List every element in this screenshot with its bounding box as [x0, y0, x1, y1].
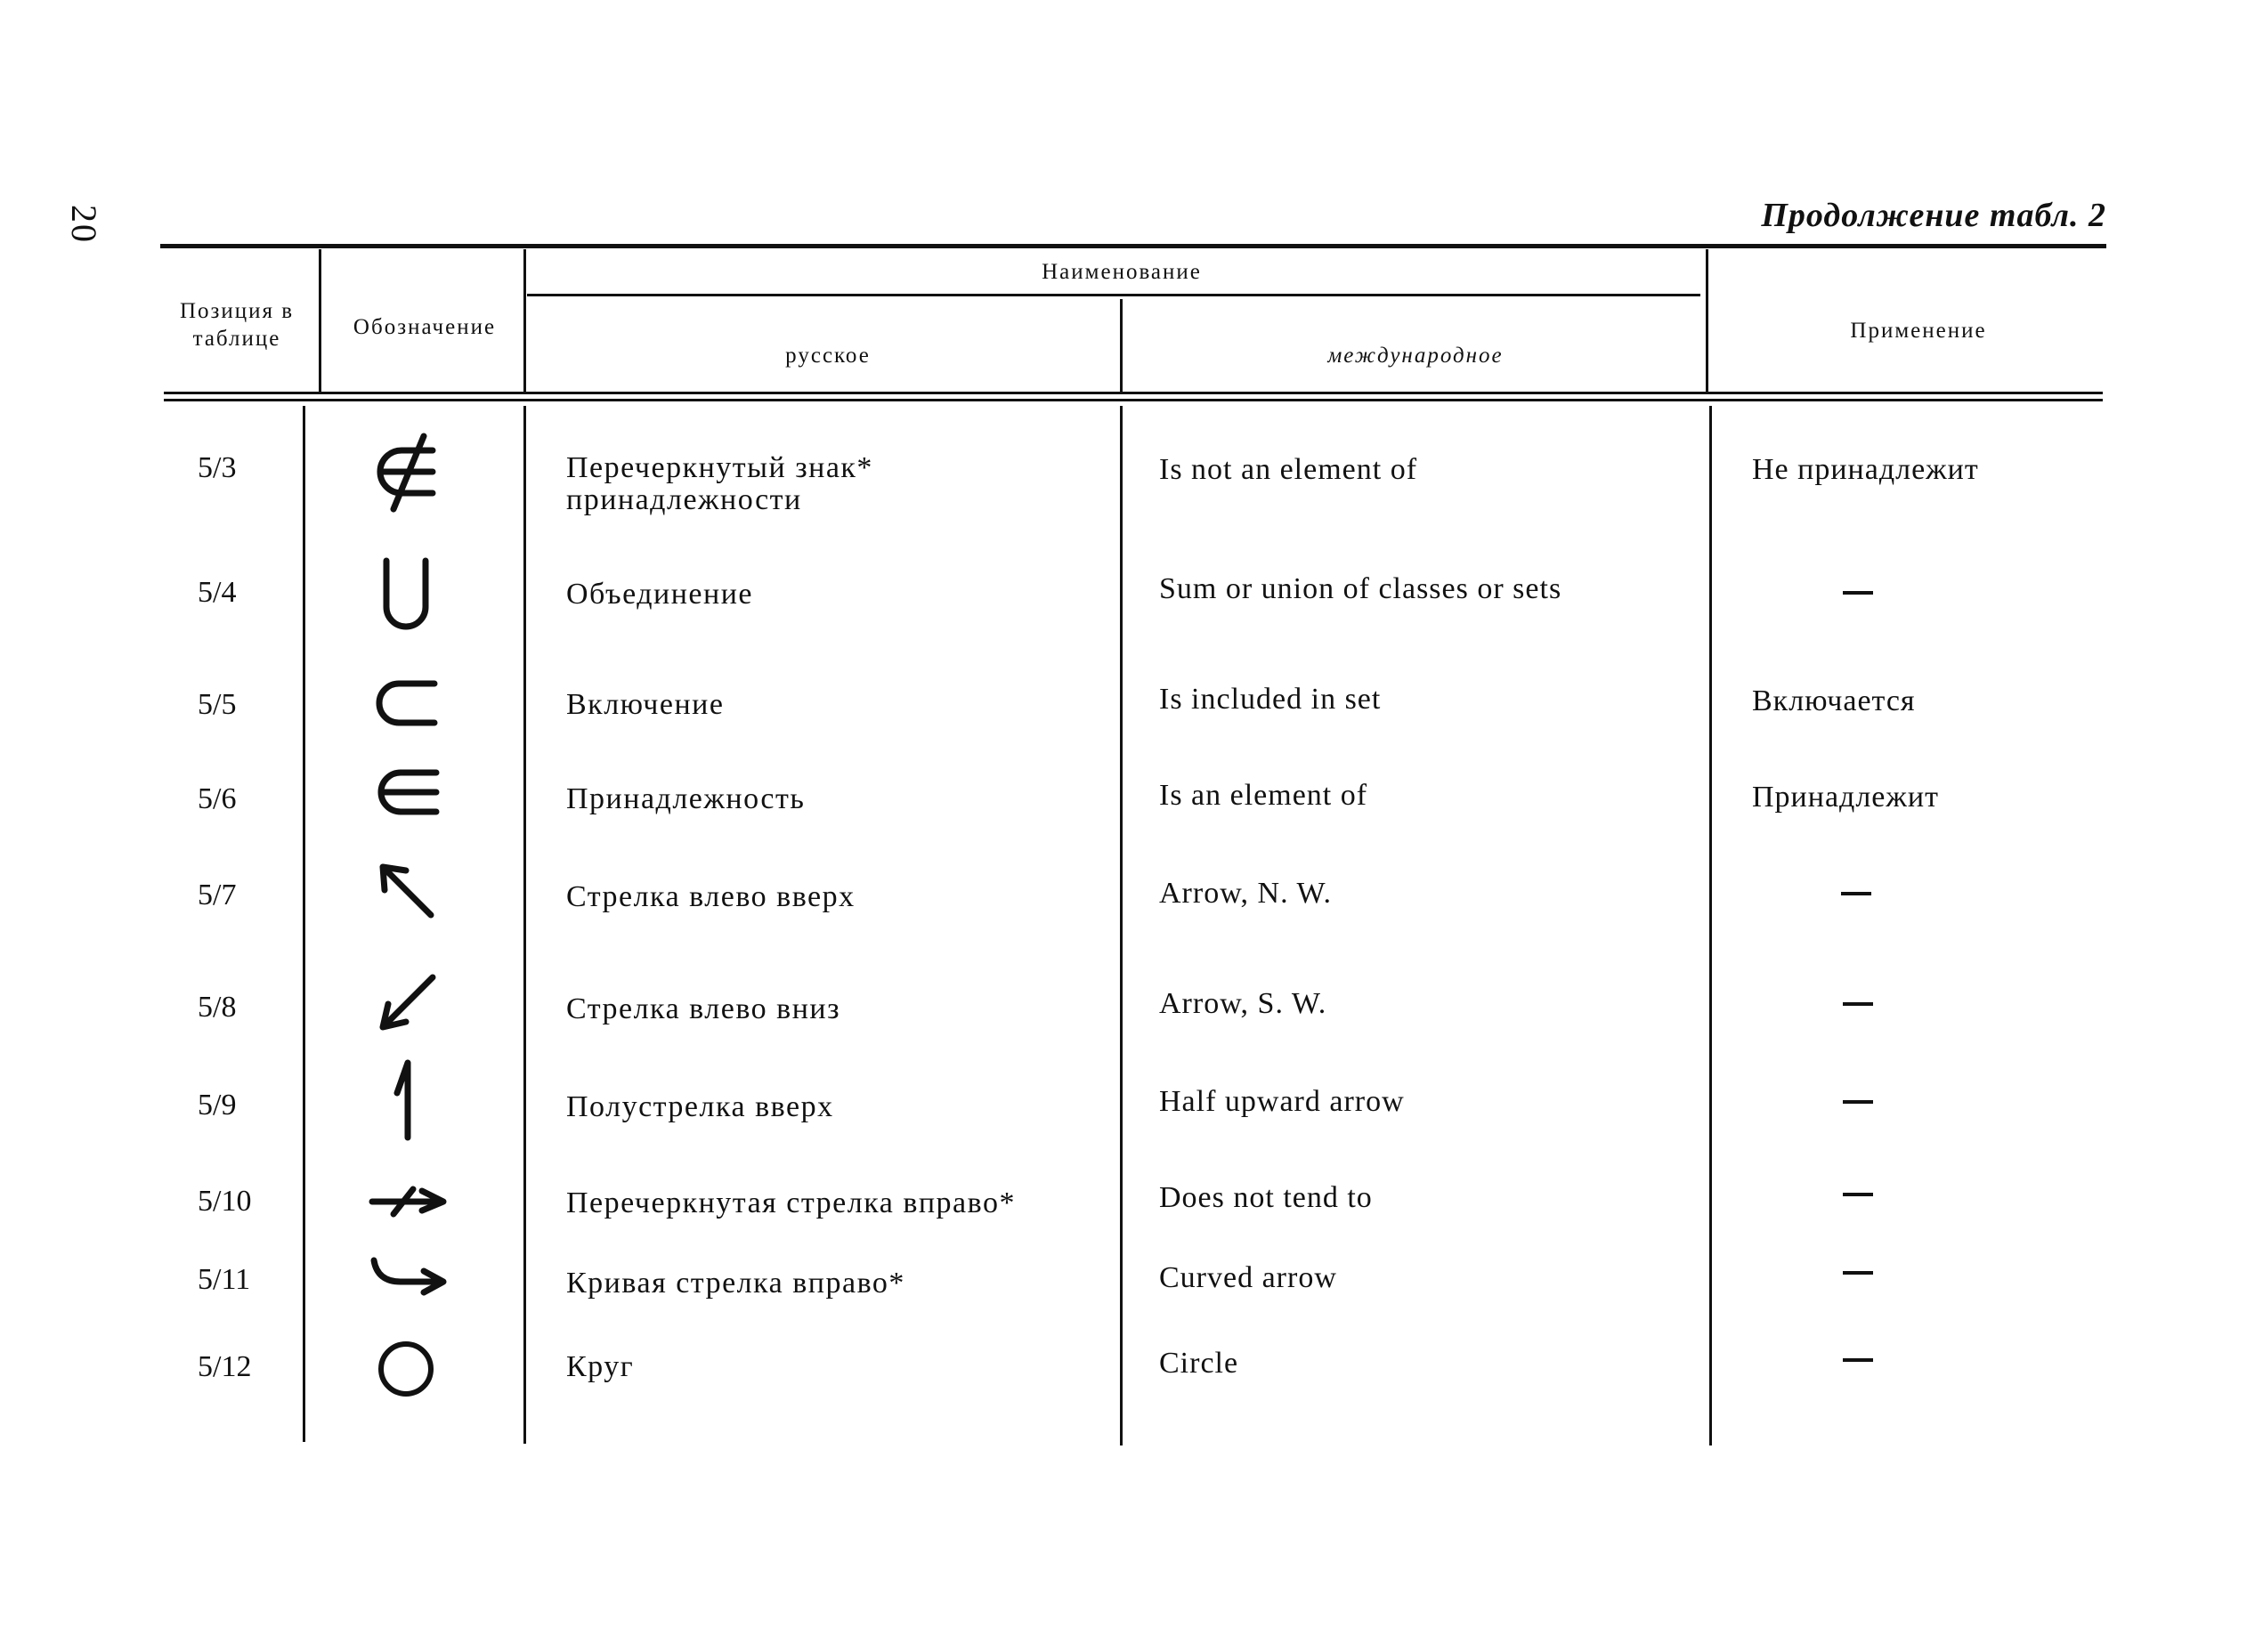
- not-element-of-icon: [361, 427, 450, 516]
- row-application-dash: [1843, 1002, 1873, 1006]
- row-russian: Стрелка влево вверх: [566, 880, 856, 913]
- row-position: 5/4: [198, 576, 237, 609]
- row-application: Принадлежит: [1752, 781, 1939, 814]
- row-russian: Объединение: [566, 578, 753, 611]
- row-russian: Принадлежность: [566, 782, 806, 815]
- row-application-dash: [1843, 1100, 1873, 1104]
- header-russian: русское: [785, 344, 871, 368]
- row-application-dash: [1843, 1271, 1873, 1275]
- header-divider-1: [319, 249, 321, 392]
- arrow-nw-icon: [361, 846, 450, 935]
- row-international: Is included in set: [1159, 683, 1382, 716]
- curved-arrow-right-icon: [361, 1234, 450, 1323]
- row-russian: Включение: [566, 688, 725, 721]
- half-arrow-up-icon: [361, 1056, 450, 1145]
- body-divider-3: [1120, 406, 1123, 1446]
- crossed-arrow-right-icon: [361, 1155, 450, 1244]
- row-russian: Перечеркнутый знак* принадлежности: [566, 451, 873, 516]
- row-position: 5/3: [198, 451, 237, 484]
- row-position: 5/12: [198, 1350, 252, 1383]
- row-application-dash: [1843, 591, 1873, 595]
- header-international: международное: [1327, 344, 1504, 368]
- row-position: 5/7: [198, 879, 237, 911]
- row-international: Is an element of: [1159, 779, 1368, 812]
- row-international: Sum or union of classes or sets: [1159, 572, 1562, 605]
- row-application: Не принадлежит: [1752, 453, 1979, 486]
- row-international: Is not an element of: [1159, 453, 1418, 486]
- header-application: Применение: [1850, 319, 1987, 343]
- row-application: Включается: [1752, 684, 1916, 717]
- row-international: Half upward arrow: [1159, 1085, 1405, 1118]
- row-application-dash: [1843, 1358, 1873, 1362]
- circle-icon: [361, 1324, 450, 1413]
- row-international: Circle: [1159, 1347, 1239, 1380]
- row-position: 5/9: [198, 1089, 237, 1122]
- name-group-underline: [527, 294, 1700, 296]
- union-icon: [361, 552, 450, 641]
- header-divider-3: [1120, 299, 1123, 392]
- table-top-rule: [160, 244, 2106, 248]
- row-international: Arrow, N. W.: [1159, 877, 1332, 910]
- row-position: 5/5: [198, 688, 237, 721]
- arrow-sw-icon: [361, 958, 450, 1047]
- header-bottom-rule-1: [164, 392, 2103, 394]
- row-russian: Кривая стрелка вправо*: [566, 1267, 905, 1300]
- row-international: Does not tend to: [1159, 1181, 1373, 1214]
- row-position: 5/8: [198, 991, 237, 1024]
- table-continuation-caption: Продолжение табл. 2: [1761, 197, 2106, 234]
- row-application-dash: [1843, 1193, 1873, 1196]
- row-international: Curved arrow: [1159, 1261, 1337, 1294]
- row-russian: Стрелка влево вниз: [566, 992, 841, 1025]
- header-bottom-rule-2: [164, 399, 2103, 401]
- header-symbol: Обозначение: [353, 315, 497, 339]
- header-position: Позиция в таблице: [179, 299, 295, 352]
- row-position: 5/10: [198, 1185, 252, 1218]
- row-international: Arrow, S. W.: [1159, 987, 1327, 1020]
- body-divider-1: [303, 406, 305, 1442]
- row-russian: Перечеркнутая стрелка вправо*: [566, 1186, 1016, 1219]
- row-application-dash: [1841, 892, 1871, 895]
- subset-icon: [361, 659, 450, 748]
- page-number: 20: [64, 205, 104, 244]
- header-divider-2: [523, 249, 526, 392]
- row-russian: Полустрелка вверх: [566, 1090, 834, 1123]
- row-position: 5/6: [198, 782, 237, 815]
- header-name-group: Наименование: [1042, 260, 1202, 284]
- body-divider-4: [1709, 406, 1712, 1446]
- row-russian: Круг: [566, 1350, 635, 1383]
- header-divider-4: [1706, 249, 1708, 392]
- element-of-icon: [361, 748, 450, 837]
- body-divider-2: [523, 406, 526, 1444]
- row-position: 5/11: [198, 1263, 251, 1296]
